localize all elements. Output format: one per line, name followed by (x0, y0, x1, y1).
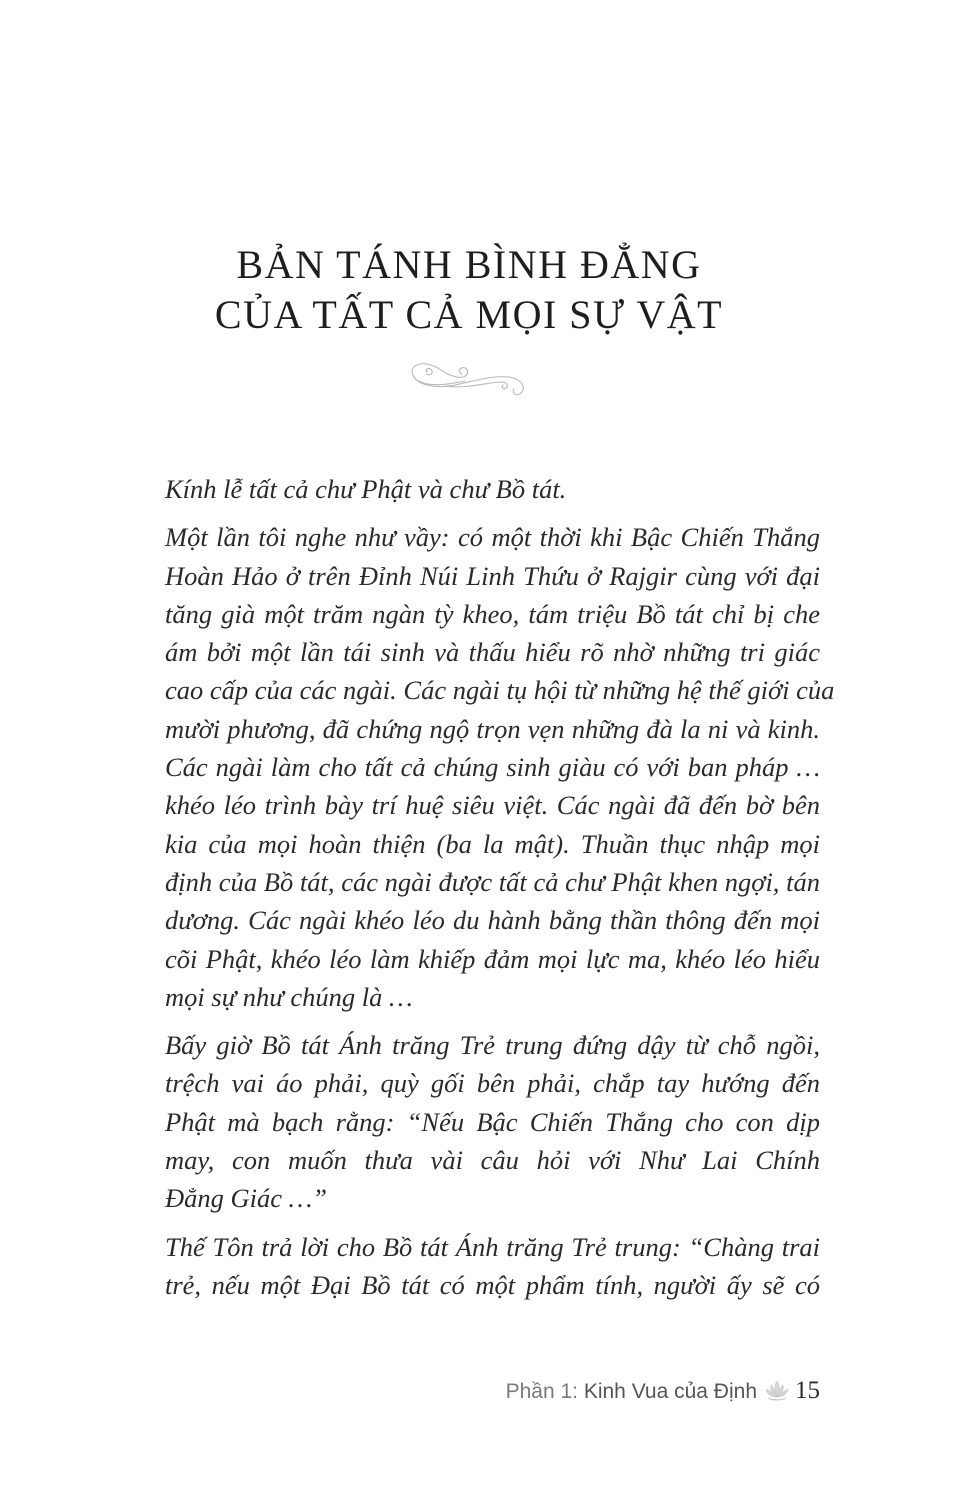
flourish-ornament-icon (405, 355, 535, 400)
text-line: khéo léo trình bày trí huệ siêu việt. Các ngài đã đến bờ bên (165, 790, 820, 821)
text-line: định của Bồ tát, các ngài được tất cả chư Phật khen ngợi, tán (165, 866, 820, 897)
text-line: Phật mà bạch rằng: “Nếu Bậc Chiến Thắng cho con dịp (165, 1106, 820, 1137)
running-footer (0, 1376, 820, 1407)
body-text (165, 470, 835, 1314)
text-line: ám bởi một lần tái sinh và thấu hiểu rõ nhờ những tri giác (165, 637, 820, 668)
text-line: Hoàn Hảo ở trên Đỉnh Núi Linh Thứu ở Rajgir cùng với đại (165, 560, 820, 591)
text-line: kia của mọi hoàn thiện (ba la mật). Thuần thục nhập mọi (165, 828, 820, 859)
chapter-title-line-2: CỦA TẤT CẢ MỌI SỰ VẬT (214, 292, 724, 337)
text-line: Thế Tôn trả lời cho Bồ tát Ánh trăng Trẻ trung: “Chàng trai (165, 1231, 820, 1262)
text-line: Bấy giờ Bồ tát Ánh trăng Trẻ trung đứng dậy từ chỗ ngồi, (165, 1030, 820, 1061)
paragraph-1 (165, 470, 820, 508)
text-line: may, con muốn thưa vài câu hỏi với Như Lai Chính (165, 1145, 820, 1176)
text-line: trệch vai áo phải, quỳ gối bên phải, chắp tay hướng đến (165, 1068, 820, 1099)
paragraph-3 (165, 1026, 820, 1217)
text-line: cao cấp của các ngài. Các ngài tụ hội từ những hệ thế giới của (165, 675, 835, 706)
part-label: Phần 1: (505, 1380, 584, 1403)
text-line: dương. Các ngài khéo léo du hành bằng thần thông đến mọi (165, 905, 820, 936)
paragraph-2 (165, 518, 835, 1016)
chapter-title-line-1: BẢN TÁNH BÌNH ĐẲNG (236, 242, 702, 287)
text-line: cõi Phật, khéo léo làm khiếp đảm mọi lực ma, khéo léo hiểu (165, 943, 820, 974)
text-line: Kính lễ tất cả chư Phật và chư Bồ tát. (165, 474, 567, 504)
text-line: tăng già một trăm ngàn tỳ kheo, tám triệu Bồ tát chỉ bị che (165, 598, 820, 629)
text-line: mọi sự như chúng là … (165, 981, 413, 1012)
text-line: Đẳng Giác …” (165, 1183, 327, 1214)
text-line: Các ngài làm cho tất cả chúng sinh giàu có với ban pháp … (165, 752, 820, 783)
lotus-icon (763, 1378, 791, 1404)
paragraph-4 (165, 1228, 820, 1305)
footer-chapter-name: Kinh Vua của Định (583, 1380, 757, 1403)
text-line: trẻ, nếu một Đại Bồ tát có một phẩm tính, người ấy sẽ có (165, 1269, 820, 1300)
text-line: Một lần tôi nghe như vầy: có một thời khi Bậc Chiến Thắng (165, 522, 820, 553)
chapter-title (0, 240, 938, 340)
text-line: mười phương, đã chứng ngộ trọn vẹn những đà la ni và kinh. (165, 713, 820, 744)
page-number: 15 (795, 1377, 820, 1404)
